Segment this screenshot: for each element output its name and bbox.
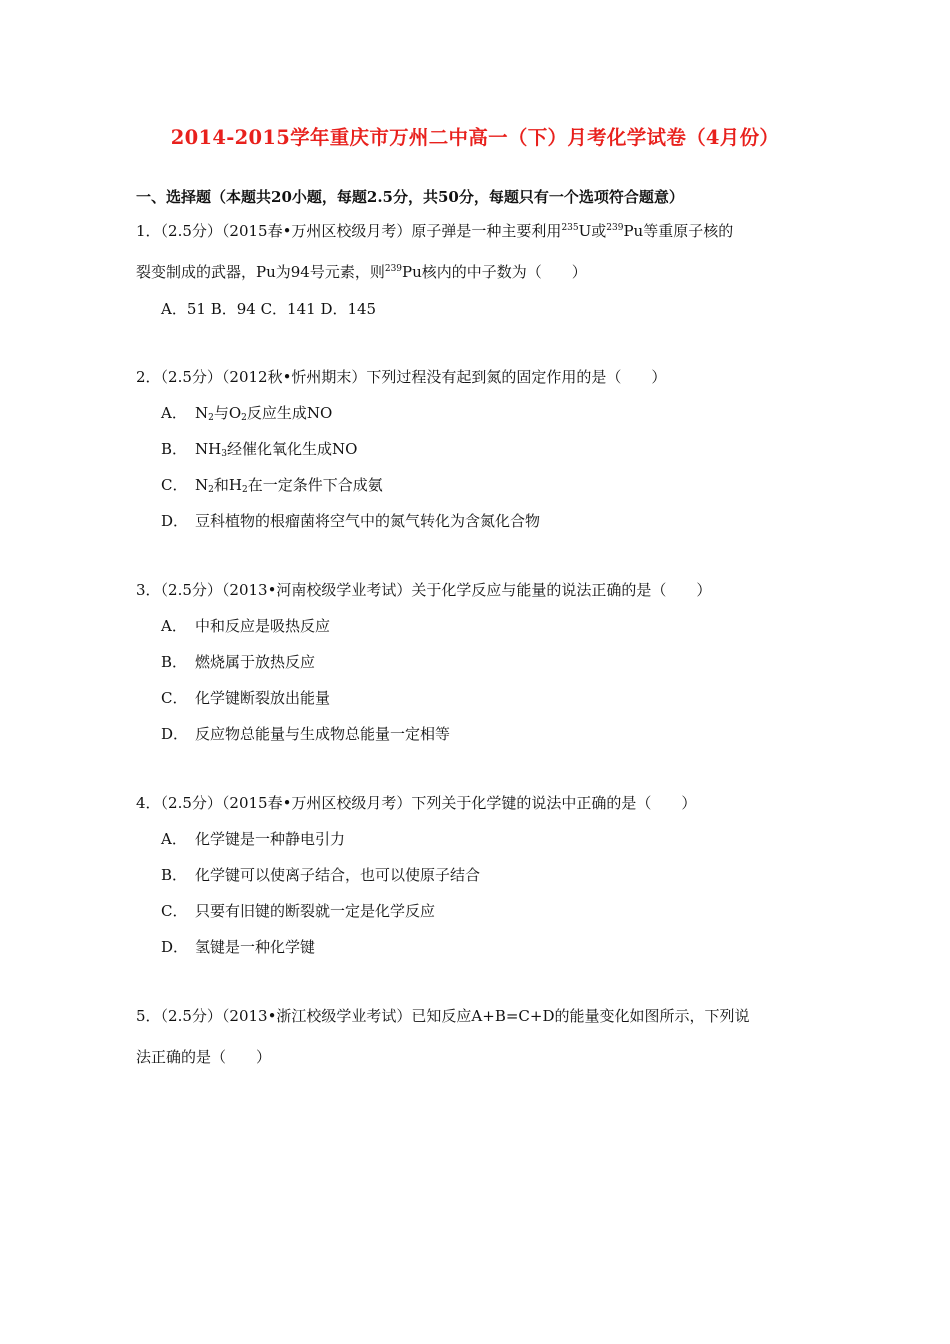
question-4-option-a [161, 829, 345, 849]
question-4-option-d [161, 937, 315, 957]
question-2-option-c [161, 475, 383, 495]
option-letter: C． [161, 476, 188, 494]
question-1-text: Pu核内的中子数为（ ） [402, 263, 587, 281]
question-2-option-a [161, 403, 332, 423]
subscript: 2 [208, 413, 214, 423]
question-3-option-d [161, 724, 450, 744]
option-text: 氢键是一种化学键 [195, 938, 316, 956]
option-text: 化学键可以使离子结合，也可以使原子结合 [195, 866, 481, 884]
option-text: 与O [213, 404, 242, 422]
question-5-stem-line-2: 法正确的是（ ） [136, 1048, 272, 1066]
question-3-option-c [161, 688, 330, 708]
option-letter: B． [161, 653, 188, 671]
question-1-options: A．51 B．94 C．141 D．145 [161, 300, 377, 318]
option-text: 燃烧属于放热反应 [195, 653, 316, 671]
option-letter: D． [161, 512, 189, 530]
subscript: 3 [221, 449, 227, 459]
mass-number: 239 [606, 223, 624, 233]
question-1-stem-line-2 [136, 262, 587, 282]
question-5-stem-line-1: 5．（2.5分）（2013•浙江校级学业考试）已知反应A+B=C+D的能量变化如图所示，下列说 [136, 1007, 750, 1025]
question-1-text: U或 [578, 222, 607, 240]
option-letter: C． [161, 902, 188, 920]
question-3-option-b [161, 652, 315, 672]
option-letter: A． [161, 830, 187, 848]
option-text: N [195, 476, 209, 494]
page-title: 2014-2015学年重庆市万州二中高一（下）月考化学试卷（4月份） [170, 126, 780, 149]
option-text: 反应物总能量与生成物总能量一定相等 [195, 725, 451, 743]
option-letter: D． [161, 938, 189, 956]
option-text: 化学键断裂放出能量 [195, 689, 331, 707]
option-text: NH [195, 440, 222, 458]
option-letter: C． [161, 689, 188, 707]
question-4-stem: 4．（2.5分）（2015春•万州区校级月考）下列关于化学键的说法中正确的是（ ） [136, 794, 697, 812]
option-letter: A． [161, 404, 187, 422]
option-text: 豆科植物的根瘤菌将空气中的氮气转化为含氮化合物 [195, 512, 541, 530]
option-letter: B． [161, 440, 188, 458]
question-1-text: 裂变制成的武器，Pu为94号元素，则 [136, 263, 385, 281]
question-2-option-b [161, 439, 357, 459]
question-4-option-c [161, 901, 435, 921]
option-text: 和H [213, 476, 242, 494]
section-heading: 一、选择题（本题共20小题，每题2.5分，共50分，每题只有一个选项符合题意） [136, 188, 684, 206]
option-text: 化学键是一种静电引力 [195, 830, 346, 848]
subscript: 2 [241, 413, 247, 423]
question-3-stem: 3．（2.5分）（2013•河南校级学业考试）关于化学反应与能量的说法正确的是（ ） [136, 581, 712, 599]
question-1-stem-line-1 [136, 221, 733, 241]
question-1-text: 1．（2.5分）（2015春•万州区校级月考）原子弹是一种主要利用 [136, 222, 562, 240]
option-letter: A． [161, 617, 187, 635]
mass-number: 239 [384, 264, 403, 274]
option-text: 在一定条件下合成氨 [247, 476, 383, 494]
option-letter: B． [161, 866, 188, 884]
option-text: 反应生成NO [246, 404, 333, 422]
option-text: 经催化氧化生成NO [226, 440, 358, 458]
question-2-stem: 2．（2.5分）（2012秋•忻州期末）下列过程没有起到氮的固定作用的是（ ） [136, 368, 667, 386]
subscript: 2 [208, 485, 214, 495]
option-letter: D． [161, 725, 189, 743]
question-1-text: Pu等重原子核的 [623, 222, 734, 240]
mass-number: 235 [561, 223, 579, 233]
option-text: N [195, 404, 209, 422]
subscript: 2 [241, 485, 248, 495]
question-3-option-a [161, 616, 330, 636]
option-text: 中和反应是吸热反应 [195, 617, 331, 635]
question-4-option-b [161, 865, 480, 885]
question-2-option-d [161, 511, 540, 531]
option-text: 只要有旧键的断裂就一定是化学反应 [195, 902, 436, 920]
